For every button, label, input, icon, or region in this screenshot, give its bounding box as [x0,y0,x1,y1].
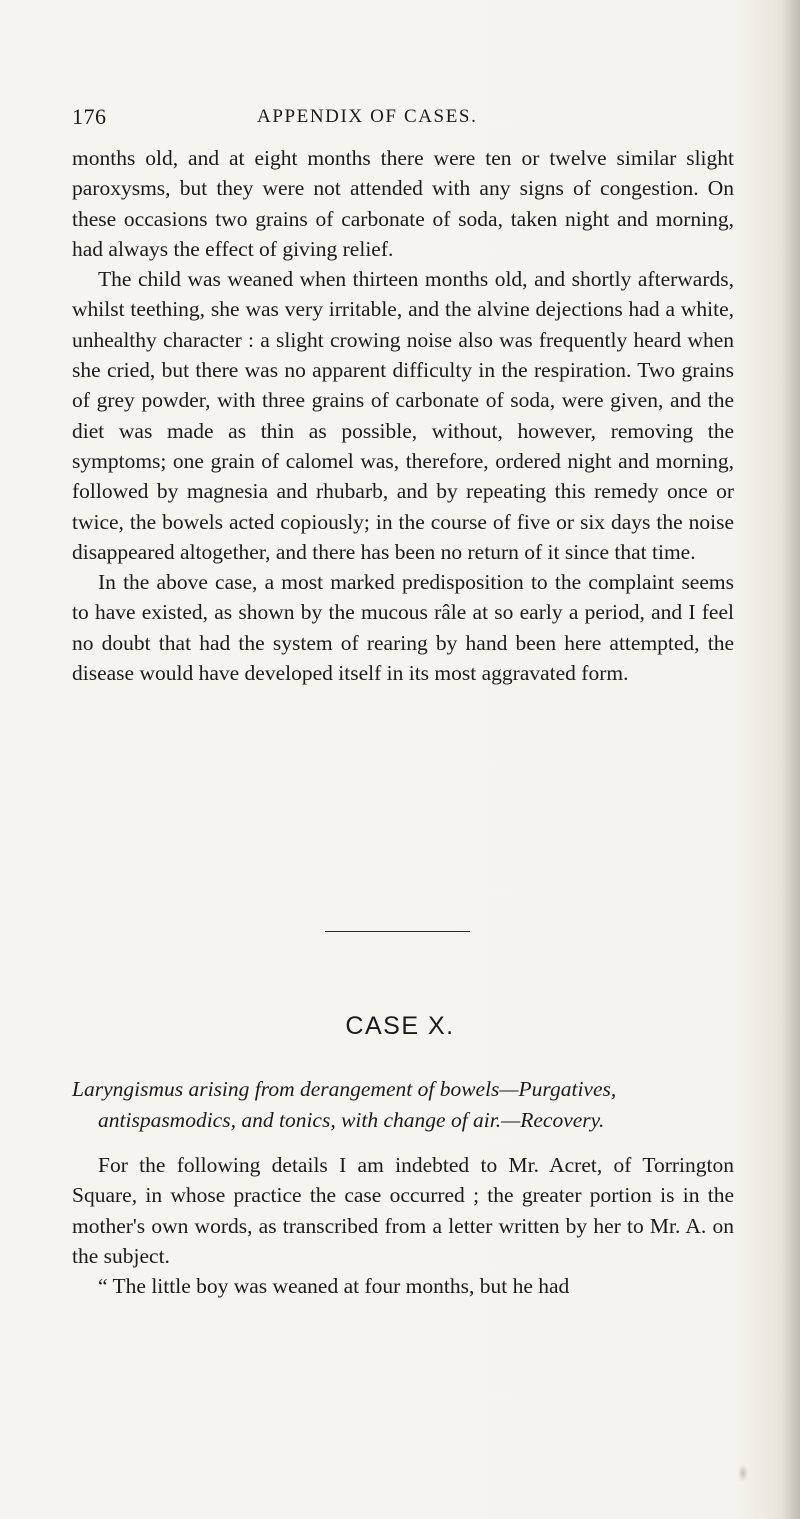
page-header [72,104,732,134]
paragraph-weaning: The child was weaned when thirteen months old, and shortly afterwards, whilst teething, she was very irritable, and the alvine dejections had a white, unhealthy character : a slight crowing noise also was frequently heard when she cried, but there was no apparent difficulty in the respiration. Two grains of grey powder, with three grains of carbonate of soda, were given, and the diet was made as thin as possible, without, however, removing the symptoms; one grain of calomel was, therefore, ordered night and morning, followed by magnesia and rhubarb, and by repeating this remedy once or twice, the bowels acted copiously; in the course of five or six days the noise disappeared altogether, and there has been no return of it since that time. [72,267,734,564]
case-subtitle-line-1: Laryngismus arising from derangement of bowels—Purgatives, [72,1077,617,1101]
paragraph-continuation: months old, and at eight months there were ten or twelve similar slight paroxysms, but they were not attended with any signs of congestion. On these occasions two grains of carbonate of soda, taken night and morning, had always the effect of giving relief. [72,146,734,261]
paragraph-mother-quote: “ The little boy was weaned at four months, but he had [98,1274,570,1299]
body-text-top [72,143,734,688]
body-text-bottom [72,1150,734,1301]
paragraph-predisposition: In the above case, a most marked predisposition to the complaint seems to have existed, as shown by the mucous râle at so early a period, and I feel no doubt that had the system of rearing by hand been here attempted, the disease would have developed itself in its most aggravated form. [72,570,734,686]
case-subtitle [72,1074,734,1136]
scan-mark [738,1464,748,1482]
page-number: 176 [72,104,107,129]
page-edge-shadow [782,0,800,1519]
running-head: APPENDIX OF CASES. [257,106,478,127]
case-heading: CASE X. [345,1012,455,1040]
section-divider [325,931,470,932]
paragraph-acknowledgement: For the following details I am indebted to Mr. Acret, of Torrington Square, in whose practice the case occurred ; the greater portion is in the mother's own words, as transcribed from a letter written by her to Mr. A. on the subject. [72,1153,734,1268]
case-subtitle-line-2: antispasmodics, and tonics, with change of air.—Recovery. [98,1108,605,1132]
